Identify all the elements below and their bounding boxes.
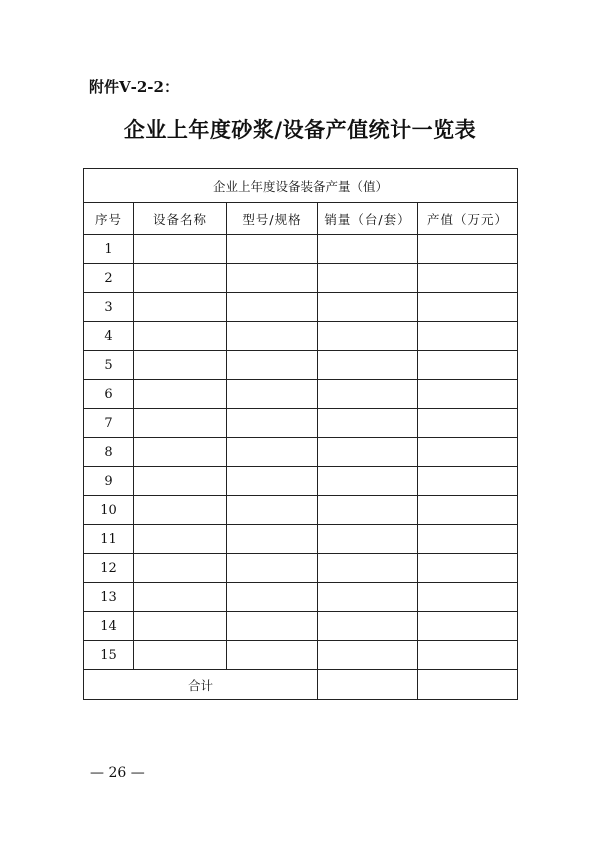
output-value-cell xyxy=(418,264,518,293)
row-index: 3 xyxy=(84,293,134,322)
equipment-name-cell xyxy=(134,612,227,641)
output-value-cell xyxy=(418,641,518,670)
output-value-cell xyxy=(418,467,518,496)
equipment-name-cell xyxy=(134,293,227,322)
table-row xyxy=(84,293,518,322)
sales-volume-cell xyxy=(318,351,418,380)
model-spec-cell xyxy=(227,293,318,322)
equipment-name-cell xyxy=(134,496,227,525)
equipment-name-cell xyxy=(134,554,227,583)
total-output-cell xyxy=(418,670,518,700)
model-spec-cell xyxy=(227,496,318,525)
row-index: 2 xyxy=(84,264,134,293)
model-spec-cell xyxy=(227,409,318,438)
sales-volume-cell xyxy=(318,641,418,670)
total-sales-cell xyxy=(318,670,418,700)
output-value-cell xyxy=(418,554,518,583)
model-spec-cell xyxy=(227,583,318,612)
row-index: 10 xyxy=(84,496,134,525)
table-row xyxy=(84,438,518,467)
table-row xyxy=(84,554,518,583)
output-value-cell xyxy=(418,409,518,438)
equipment-name-cell xyxy=(134,438,227,467)
equipment-name-cell xyxy=(134,525,227,554)
output-value-cell xyxy=(418,380,518,409)
equipment-name-cell xyxy=(134,467,227,496)
total-label: 合计 xyxy=(84,670,318,700)
output-value-cell xyxy=(418,438,518,467)
sales-volume-cell xyxy=(318,525,418,554)
table-row xyxy=(84,264,518,293)
equipment-name-cell xyxy=(134,409,227,438)
row-index: 13 xyxy=(84,583,134,612)
table-row xyxy=(84,612,518,641)
row-index: 6 xyxy=(84,380,134,409)
table-row xyxy=(84,235,518,264)
document-title: 企业上年度砂浆/设备产值统计一览表 xyxy=(123,117,477,142)
model-spec-cell xyxy=(227,641,318,670)
table-row xyxy=(84,322,518,351)
output-value-cell xyxy=(418,525,518,554)
model-spec-cell xyxy=(227,554,318,583)
model-spec-cell xyxy=(227,525,318,554)
model-spec-cell xyxy=(227,438,318,467)
sales-volume-cell xyxy=(318,380,418,409)
model-spec-cell xyxy=(227,612,318,641)
header-index: 序号 xyxy=(84,203,134,235)
equipment-name-cell xyxy=(134,322,227,351)
output-value-cell xyxy=(418,612,518,641)
model-spec-cell xyxy=(227,380,318,409)
table-row xyxy=(84,409,518,438)
header-equipment-name: 设备名称 xyxy=(134,203,227,235)
equipment-name-cell xyxy=(134,351,227,380)
equipment-name-cell xyxy=(134,264,227,293)
statistics-table xyxy=(83,168,518,700)
sales-volume-cell xyxy=(318,322,418,351)
sales-volume-cell xyxy=(318,612,418,641)
row-index: 14 xyxy=(84,612,134,641)
attachment-label: 附件Ⅴ-2-2： xyxy=(89,78,179,96)
sales-volume-cell xyxy=(318,235,418,264)
output-value-cell xyxy=(418,583,518,612)
header-output-value: 产值（万元） xyxy=(418,203,518,235)
row-index: 1 xyxy=(84,235,134,264)
sales-volume-cell xyxy=(318,496,418,525)
equipment-name-cell xyxy=(134,380,227,409)
output-value-cell xyxy=(418,322,518,351)
sales-volume-cell xyxy=(318,467,418,496)
sales-volume-cell xyxy=(318,264,418,293)
equipment-name-cell xyxy=(134,235,227,264)
output-value-cell xyxy=(418,235,518,264)
model-spec-cell xyxy=(227,467,318,496)
sales-volume-cell xyxy=(318,409,418,438)
page-number: — 26 — xyxy=(90,765,145,781)
model-spec-cell xyxy=(227,351,318,380)
output-value-cell xyxy=(418,293,518,322)
model-spec-cell xyxy=(227,235,318,264)
model-spec-cell xyxy=(227,322,318,351)
output-value-cell xyxy=(418,351,518,380)
row-index: 7 xyxy=(84,409,134,438)
table-row xyxy=(84,496,518,525)
output-value-cell xyxy=(418,496,518,525)
sales-volume-cell xyxy=(318,293,418,322)
table-row xyxy=(84,380,518,409)
equipment-name-cell xyxy=(134,641,227,670)
model-spec-cell xyxy=(227,264,318,293)
table-row xyxy=(84,583,518,612)
row-index: 5 xyxy=(84,351,134,380)
header-model-spec: 型号/规格 xyxy=(227,203,318,235)
row-index: 11 xyxy=(84,525,134,554)
sales-volume-cell xyxy=(318,438,418,467)
row-index: 9 xyxy=(84,467,134,496)
sales-volume-cell xyxy=(318,583,418,612)
row-index: 8 xyxy=(84,438,134,467)
sales-volume-cell xyxy=(318,554,418,583)
table-caption: 企业上年度设备装备产量（值） xyxy=(84,169,518,203)
row-index: 12 xyxy=(84,554,134,583)
table-row xyxy=(84,641,518,670)
equipment-name-cell xyxy=(134,583,227,612)
row-index: 4 xyxy=(84,322,134,351)
header-sales-volume: 销量（台/套） xyxy=(318,203,418,235)
table-row xyxy=(84,467,518,496)
table-row xyxy=(84,351,518,380)
table-row xyxy=(84,525,518,554)
row-index: 15 xyxy=(84,641,134,670)
